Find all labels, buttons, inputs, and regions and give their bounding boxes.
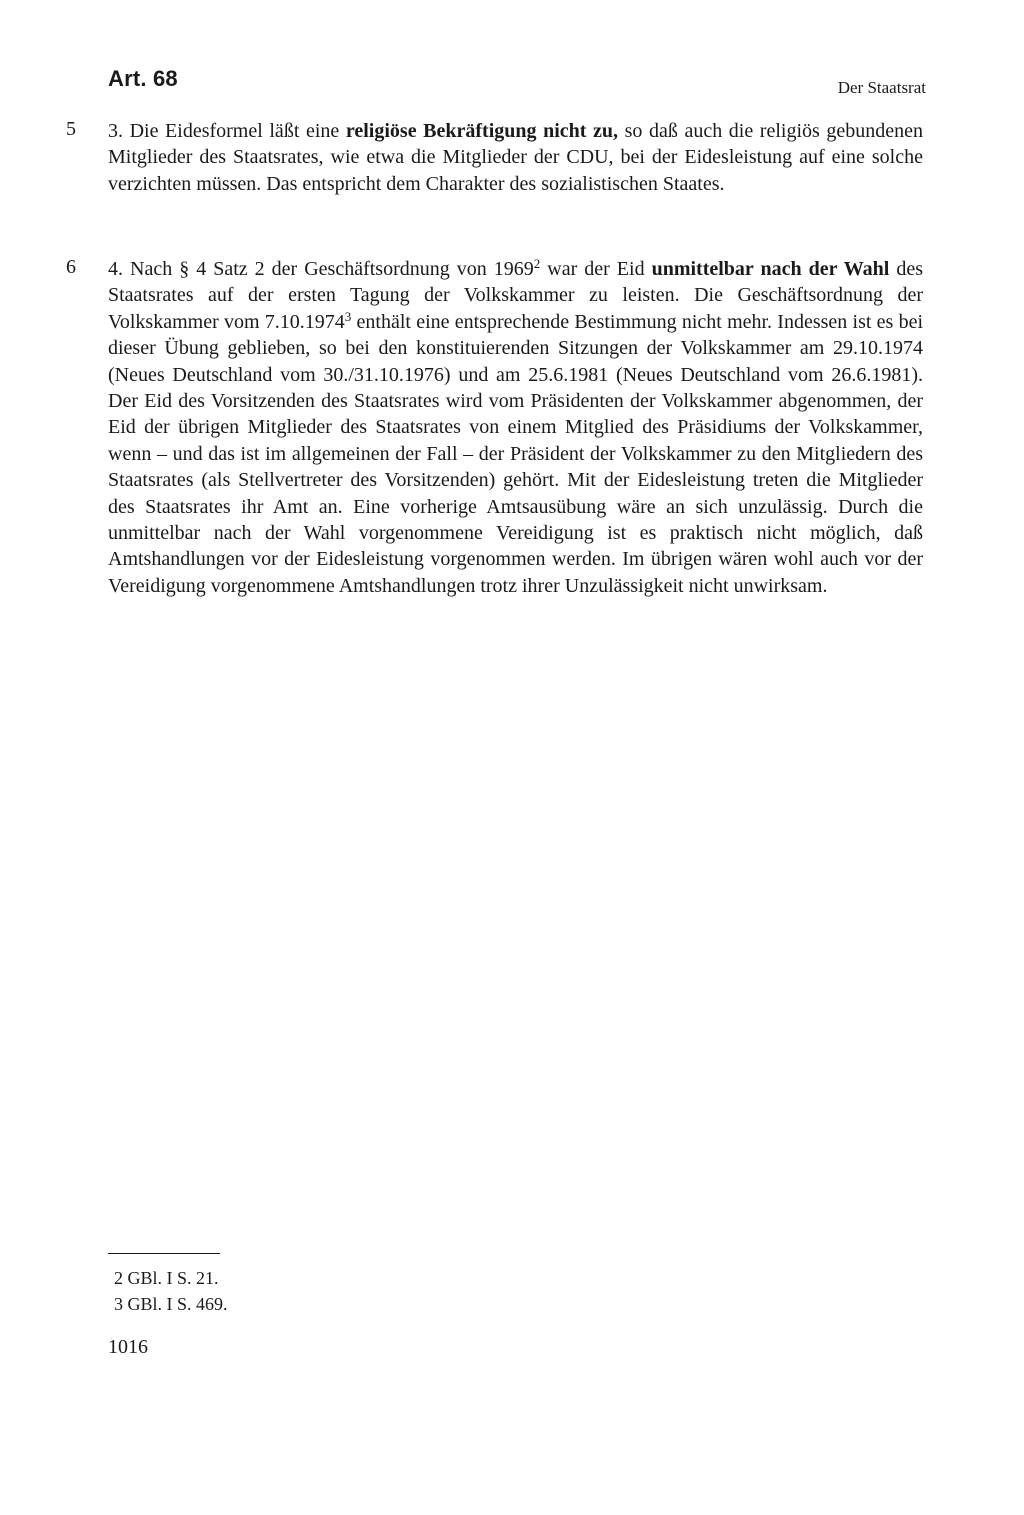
emphasized-text: unmittelbar nach der Wahl [651,258,890,280]
footnote: 3 GBl. I S. 469. [114,1294,228,1314]
margin-number: 5 [66,118,76,140]
running-head: Der Staatsrat [837,78,926,97]
paragraph-text: war der Eid [540,258,652,280]
paragraph [108,256,923,599]
paragraph-text: so daß auch die religiös gebundenen Mitglieder des Staatsrates, wie etwa die Mitglieder der CDU, bei der Eidesleistung auf eine solche verzichten müssen. Das entspricht dem Charakter des sozialistischen Staates. [108,120,924,195]
footnote-reference: 2 [533,256,541,271]
margin-number: 6 [66,256,76,278]
footnote: 2 GBl. I S. 21. [114,1268,219,1288]
footnote-divider [108,1253,220,1254]
footnote-reference: 3 [344,308,352,324]
paragraph-text: des Staatsrates auf der ersten Tagung der Volkskammer zu leisten. Die Geschäftsordnung der Volkskammer vom 7.10.1974 [108,258,923,333]
page-number: 1016 [108,1336,148,1358]
paragraph-text: 4. Nach § 4 Satz 2 der Geschäftsordnung von 1969 [108,258,534,280]
paragraph-text: enthält eine entsprechende Bestimmung nicht mehr. Indessen ist es bei dieser Übung geblieben, so bei den konstituierenden Sitzungen der Volkskammer am 29.10.1974 (Neues Deutschland vom 30./31.10.1976) und am 25.6.1981 (Neues Deutschland vom 26.6.1981). Der Eid des Vorsitzenden des Staatsrates wird vom Präsidenten der Volkskammer abgenommen, der Eid der übrigen Mitglieder des Staatsrates von einem Mitglied des Präsidiums der Volkskammer, wenn – und das ist im allgemeinen der Fall – der Präsident der Volkskammer zu den Mitgliedern des Staatsrates (als Stellvertreter des Vorsitzenden) gehört. Mit der Eidesleistung treten die Mitglieder des Staatsrates ihr Amt an. Eine vorherige Amtsausübung wäre an sich unzulässig. Durch die unmittelbar nach der Wahl vorgenommene Vereidigung ist es praktisch nicht möglich, daß Amtshandlungen vor der Eidesleistung vorgenommen werden. Im übrigen wären wohl auch vor der Vereidigung vorgenommene Amtshandlungen trotz ihrer Unzulässigkeit nicht unwirksam. [108,310,923,597]
emphasized-text: religiöse Bekräftigung nicht zu, [345,120,619,142]
article-label: Art. 68 [108,66,178,91]
paragraph [108,118,923,197]
paragraph-text: 3. Die Eidesformel läßt eine [108,120,346,142]
